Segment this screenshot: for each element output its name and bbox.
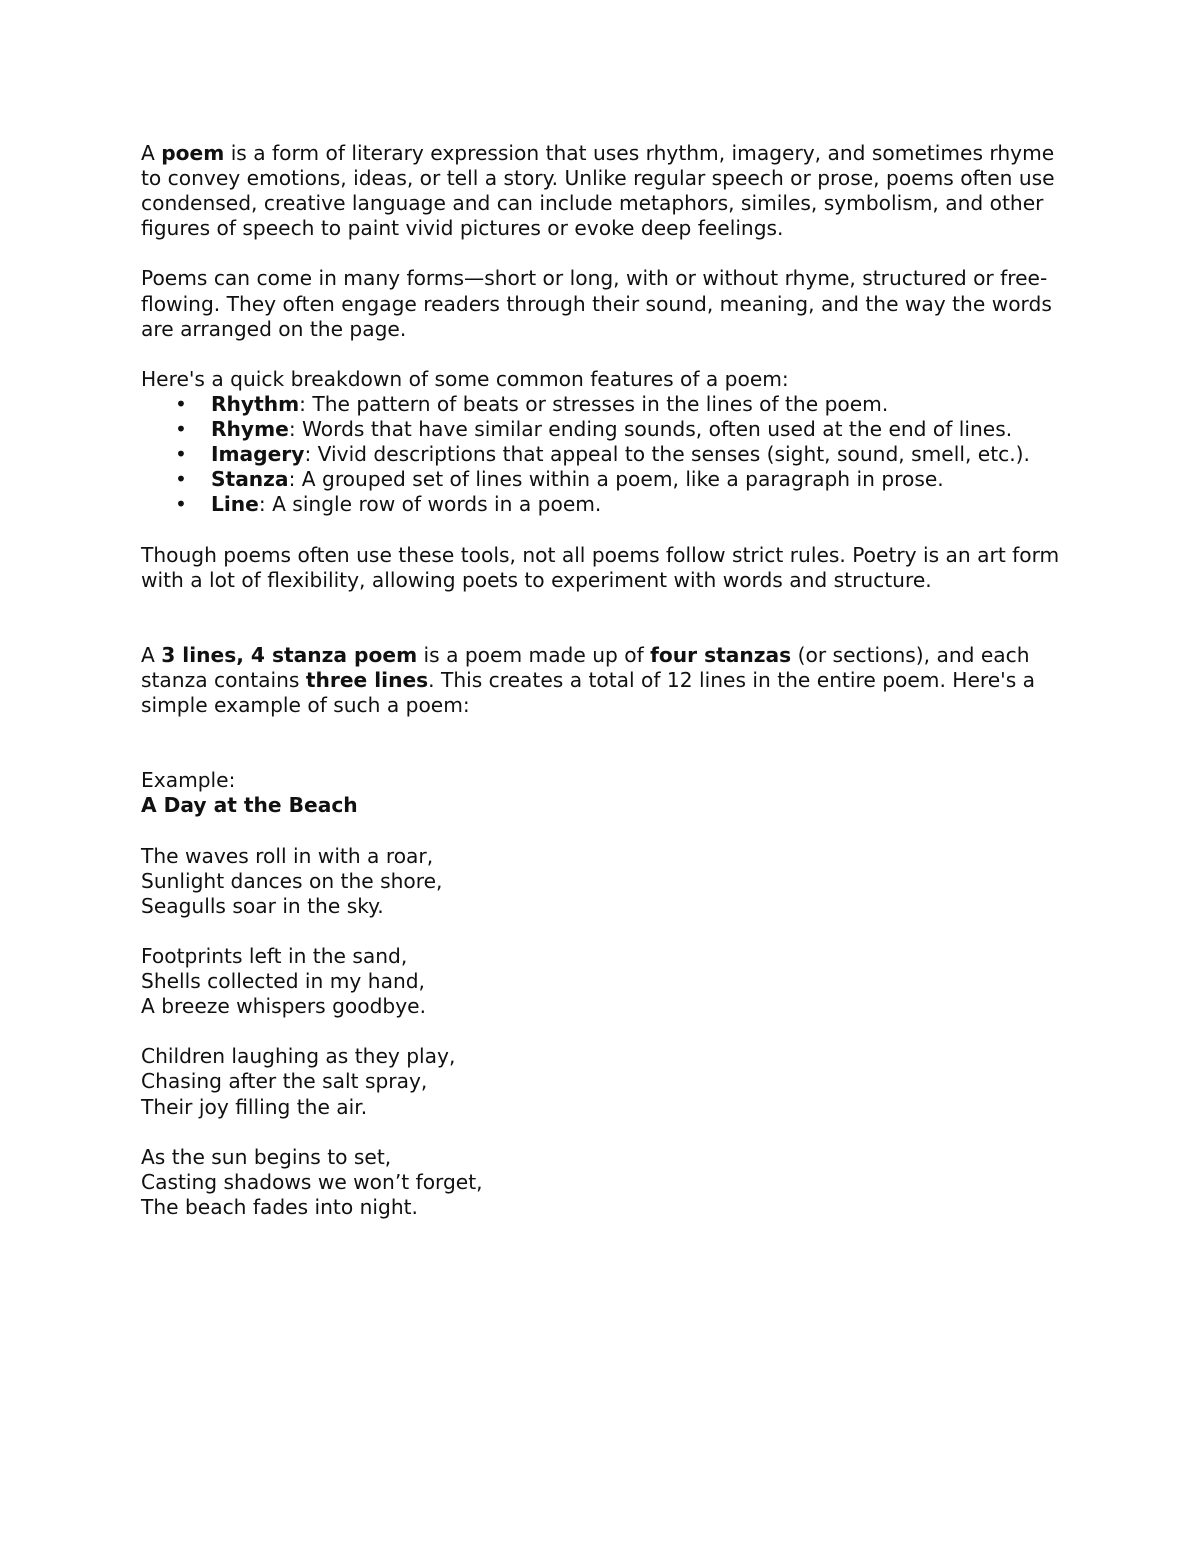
spacer (141, 1019, 1061, 1044)
spacer (141, 1120, 1061, 1145)
feature-term: Stanza (211, 467, 289, 492)
bold-term-poem: poem (161, 141, 225, 165)
flexibility-paragraph: Though poems often use these tools, not all poems follow strict rules. Poetry is an art form with a lot of flexibility, allowing poets to experiment with words and structure. (141, 542, 1060, 592)
spacer (141, 593, 1061, 643)
bold-term: four stanzas (650, 642, 792, 667)
text-span: A (141, 141, 162, 165)
bullet-icon: • (175, 391, 187, 416)
features-list (141, 392, 1061, 517)
feature-desc: : A grouped set of lines within a poem, like a paragraph in prose. (288, 467, 944, 492)
document-page (141, 141, 1061, 1220)
list-item (141, 417, 1061, 442)
spacer (141, 241, 1061, 266)
feature-term: Line (211, 492, 259, 517)
poem-line: Footprints left in the sand, (141, 944, 408, 968)
poem-line: Shells collected in my hand, (141, 969, 425, 994)
poem-line: A breeze whispers goodbye. (141, 994, 427, 1019)
text-span: (or sections), and each stanza contains (141, 642, 1030, 692)
spacer (141, 819, 1061, 844)
feature-term: Rhythm (211, 391, 300, 416)
feature-desc: : A single row of words in a poem. (258, 492, 602, 517)
poem-line: Sunlight dances on the shore, (141, 868, 443, 893)
example-label: Example: (141, 768, 236, 793)
poem-title: A Day at the Beach (141, 793, 358, 818)
bullet-icon: • (175, 467, 187, 492)
stanza-1 (141, 844, 1061, 919)
stanza-3 (141, 1044, 1061, 1119)
poem-line: Children laughing as they play, (141, 1044, 456, 1069)
feature-desc: : The pattern of beats or stresses in the lines of the poem. (299, 391, 889, 416)
text-span: is a poem made up of (417, 642, 651, 667)
list-item (141, 442, 1061, 467)
spacer (141, 517, 1061, 542)
list-item (141, 392, 1061, 417)
bullet-icon: • (175, 492, 187, 517)
spacer (141, 919, 1061, 944)
text-span: A (141, 642, 162, 667)
feature-desc: : Vivid descriptions that appeal to the senses (sight, sound, smell, etc.). (304, 442, 1030, 467)
list-item (141, 467, 1061, 492)
intro-paragraph (141, 141, 1061, 241)
feature-desc: : Words that have similar ending sounds, often used at the end of lines. (288, 417, 1013, 442)
feature-term: Rhyme (211, 417, 289, 442)
forms-paragraph: Poems can come in many forms—short or long, with or without rhyme, structured or free-flowing. They often engage readers through their sound, meaning, and the way the words are arranged on the page. (141, 266, 1052, 341)
poem-line: The beach fades into night. (141, 1194, 418, 1219)
poem-line: Casting shadows we won’t forget, (141, 1169, 483, 1194)
stanza-4 (141, 1145, 1061, 1220)
poem-line: The waves roll in with a roar, (141, 843, 434, 868)
text-span: is a form of literary expression that uses rhythm, imagery, and sometimes rhyme to convey emotions, ideas, or tell a story. Unlike regular speech or prose, poems often use condensed, creative language and can include metaphors, similes, symbolism, and other figures of speech to paint vivid pictures or evoke deep feelings. (141, 141, 1055, 241)
poem-line: As the sun begins to set, (141, 1144, 392, 1169)
form-paragraph (141, 643, 1061, 718)
bullet-icon: • (175, 417, 187, 442)
bold-term: three lines (305, 667, 429, 692)
spacer (141, 718, 1061, 768)
poem-line: Seagulls soar in the sky. (141, 893, 384, 918)
spacer (141, 342, 1061, 367)
poem-line: Their joy filling the air. (141, 1094, 368, 1119)
stanza-2 (141, 944, 1061, 1019)
poem-line: Chasing after the salt spray, (141, 1069, 428, 1094)
bold-term: 3 lines, 4 stanza poem (161, 642, 418, 667)
feature-term: Imagery (211, 442, 305, 467)
features-intro: Here's a quick breakdown of some common features of a poem: (141, 366, 789, 391)
text-span: . This creates a total of 12 lines in the entire poem. Here's a simple example of such a poem: (141, 667, 1036, 718)
list-item (141, 492, 1061, 517)
bullet-icon: • (175, 442, 187, 467)
